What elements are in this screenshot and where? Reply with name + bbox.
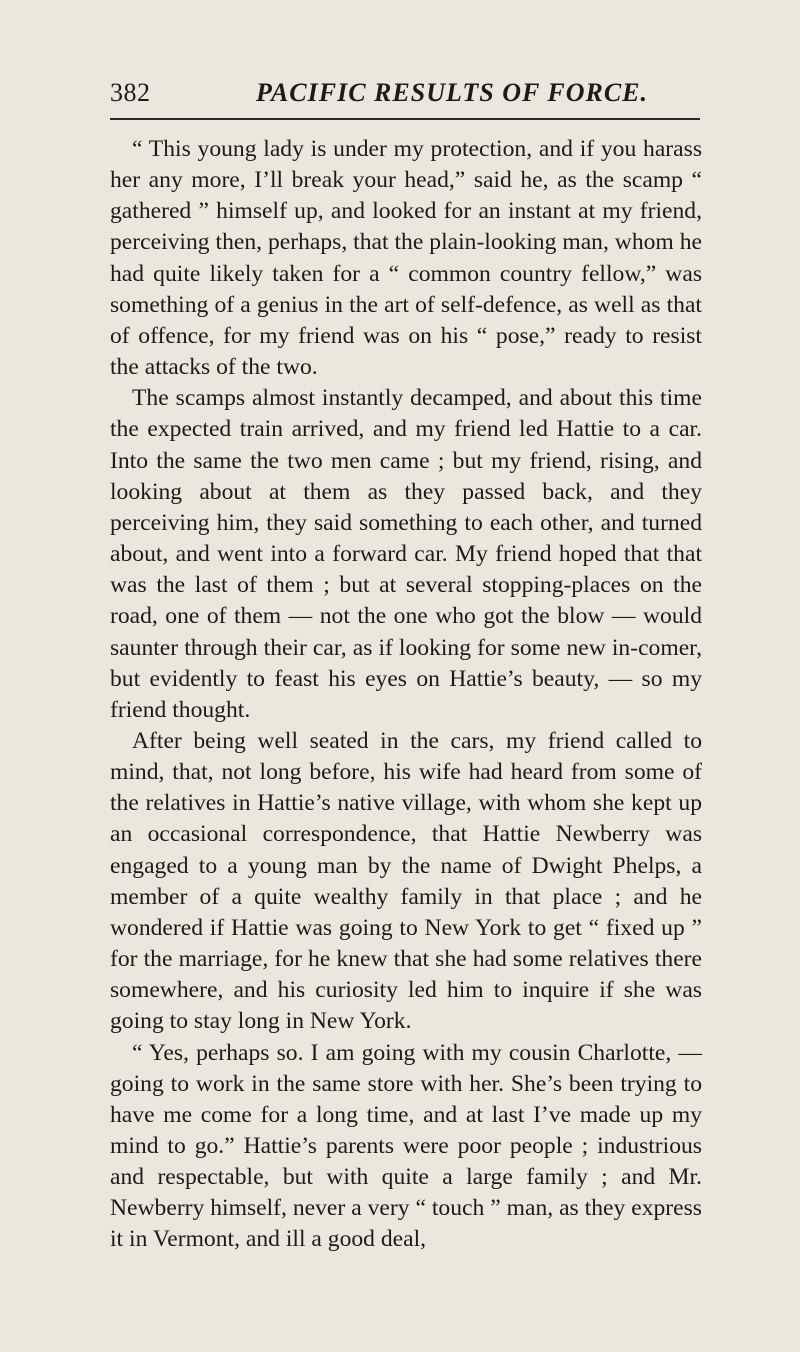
page-header: [110, 78, 700, 118]
body-text: [110, 134, 702, 1256]
header-rule: [110, 118, 700, 120]
paragraph: The scamps almost instantly decamped, and about this time the expected train arrived, and my friend led Hattie to a car. Into the same the two men came ; but my friend, rising, and looking about at them as they passed back, and they perceiving him, they said something to each other, and turned about, and went into a forward car. My friend hoped that that was the last of them ; but at several stopping-places on the road, one of them — not the one who got the blow — would saunter through their car, as if looking for some new in-comer, but evidently to feast his eyes on Hattie’s beauty, — so my friend thought.: [110, 385, 702, 723]
paragraph: “ This young lady is under my protection, and if you harass her any more, I’ll break your head,” said he, as the scamp “ gathered ” himself up, and looked for an instant at my friend, perceiving then, perhaps, that the plain-looking man, whom he had quite likely taken for a “ common country fellow,” was something of a genius in the art of self-defence, as well as that of offence, for my friend was on his “ pose,” ready to resist the attacks of the two.: [110, 136, 702, 381]
running-title: PACIFIC RESULTS OF FORCE.: [256, 78, 649, 107]
paragraph: After being well seated in the cars, my friend called to mind, that, not long before, his wife had heard from some of the relatives in Hattie’s native village, with whom she kept up an occasional correspondence, that Hattie Newberry was engaged to a young man by the name of Dwight Phelps, a member of a quite wealthy family in that place ; and he wondered if Hattie was going to New York to get “ fixed up ” for the marriage, for he knew that she had some relatives there somewhere, and his curiosity led him to inquire if she was going to stay long in New York.: [110, 727, 702, 1035]
paragraph: “ Yes, perhaps so. I am going with my cousin Charlotte, — going to work in the same store with her. She’s been trying to have me come for a long time, and at last I’ve made up my mind to go.” Hattie’s parents were poor people ; industrious and respectable, but with quite a large family ; and Mr. Newberry himself, never a very “ touch ” man, as they express it in Vermont, and ill a good deal,: [110, 1039, 702, 1253]
page-number: 382: [110, 78, 151, 107]
